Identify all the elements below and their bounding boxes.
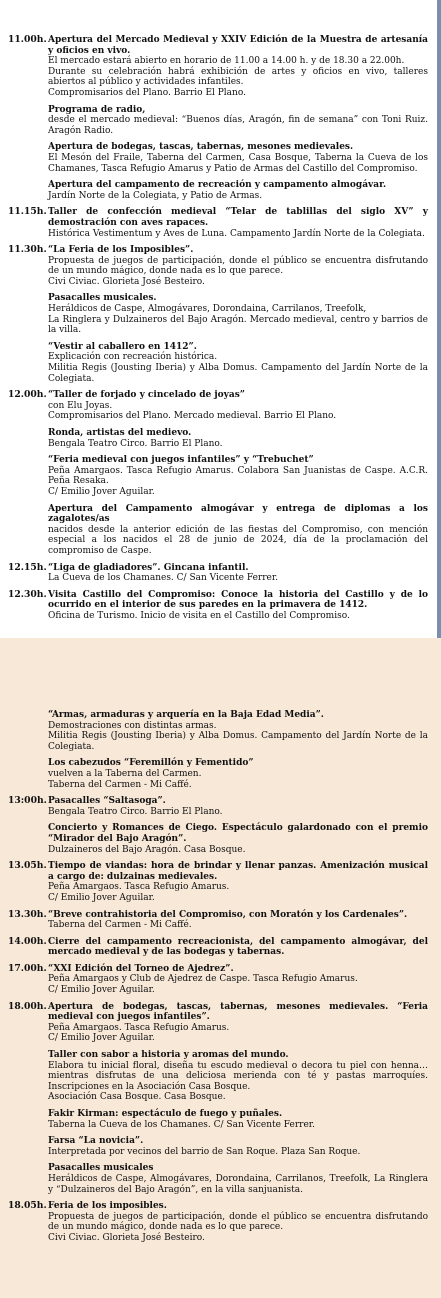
- entry-body: [48, 590, 428, 622]
- schedule-entry: [8, 207, 428, 239]
- entry-time: [8, 105, 48, 137]
- entry-time: 11.15h.: [8, 206, 47, 218]
- entry-line: C/ Emilio Jover Aguilar.: [48, 985, 155, 996]
- entry-body: [48, 390, 428, 422]
- entry-time: [8, 710, 48, 752]
- entry-time: [8, 758, 48, 790]
- entry-line: Histórica Vestimentum y Aves de Luna. Campamento Jardín Norte de la Colegiata.: [48, 228, 425, 239]
- entry-line: Compromisarios del Plano. Mercado medieval. Barrio El Plano.: [48, 411, 337, 422]
- entry-time: [8, 1109, 48, 1130]
- entry-title: “XXI Edición del Torneo de Ajedrez”.: [48, 963, 234, 974]
- entry-time: 12.00h.: [8, 389, 47, 401]
- entry-time: 12.30h.: [8, 588, 47, 600]
- entry-title: Pasacalles musicales: [48, 1163, 154, 1174]
- entry-line: La Ringlera y Dulzaineros del Bajo Aragón. Mercado medieval, centro y barrios de la villa.: [48, 314, 428, 336]
- entry-title: Pasacalles musicales.: [48, 293, 157, 304]
- entry-body: [48, 796, 428, 817]
- schedule-entry: [8, 180, 428, 201]
- schedule-entry: [8, 105, 428, 137]
- entry-title: Visita Castillo del Compromiso: Conoce la historia del Castillo y de lo ocurrido en el interior de sus paredes en la primavera de 1412.: [48, 589, 428, 611]
- entry-line: La Cueva de los Chamanes. C/ San Vicente Ferrer.: [48, 573, 278, 584]
- entry-time: [8, 142, 48, 174]
- entry-body: [48, 1109, 428, 1130]
- entry-title: Concierto y Romances de Ciego. Espectáculo galardonado con el premio “Mirador del Bajo Aragón”.: [48, 823, 428, 844]
- entry-line: C/ Emilio Jover Aguilar.: [48, 1033, 155, 1044]
- schedule-entry: [8, 390, 428, 422]
- entry-body: [48, 207, 428, 239]
- entry-line: El mercado estará abierto en horario de 11.00 a 14.00 h. y de 18.30 a 22.00h.: [48, 56, 405, 67]
- schedule-entry: [8, 342, 428, 384]
- schedule-entry: [8, 428, 428, 449]
- entry-time: 12.15h.: [8, 561, 47, 573]
- schedule-entry: [8, 590, 428, 622]
- entry-time: [8, 823, 48, 855]
- entry-title: “Vestir al caballero en 1412”.: [48, 341, 197, 352]
- schedule-entry: [8, 293, 428, 335]
- entry-time: [8, 1050, 48, 1103]
- entry-time: [8, 504, 48, 557]
- entry-body: [48, 504, 428, 557]
- entry-line: Peña Amargaos. Tasca Refugio Amarus.: [48, 1022, 230, 1033]
- entry-line: Militia Regis (Jousting Iberia) y Alba Domus. Campamento del Jardín Norte de la Colegiata.: [48, 731, 428, 752]
- entry-line: vuelven a la Taberna del Carmen.: [48, 768, 202, 779]
- schedule-entry: [8, 142, 428, 174]
- entry-title: Apertura de bodegas, tascas, tabernas, mesones medievales. “Feria medieval con juegos infantiles”.: [48, 1001, 428, 1023]
- entry-title: Farsa “La novicia”.: [48, 1136, 144, 1147]
- entry-body: [48, 1002, 428, 1044]
- schedule-entry: [8, 861, 428, 903]
- entry-time: 13.30h.: [8, 908, 47, 920]
- entry-body: [48, 142, 428, 174]
- entry-line: Elabora tu inicial floral, diseña tu escudo medieval o decora tu piel con henna… mientras disfrutas de una deliciosa merienda con té y pastas marroquíes. Inscripciones en la Asociación Casa Bosque.: [48, 1060, 428, 1092]
- entry-line: Durante su celebración habrá exhibición de artes y oficios en vivo, talleres abiertos al público y actividades infantiles.: [48, 66, 428, 88]
- schedule-entry: [8, 796, 428, 817]
- entry-body: [48, 823, 428, 855]
- entry-time: 13.05h.: [8, 860, 47, 872]
- entry-title: Apertura del Mercado Medieval y XXIV Edición de la Muestra de artesanía y oficios en vivo.: [48, 35, 428, 56]
- entry-line: Taberna del Carmen - Mi Caffé.: [48, 779, 192, 790]
- entry-line: Demostraciones con distintas armas.: [48, 720, 217, 731]
- entry-line: Civi Civiac. Glorieta José Besteiro.: [48, 1232, 205, 1243]
- entry-title: “Breve contrahistoria del Compromiso, con Moratón y los Cardenales”.: [48, 909, 408, 920]
- entry-body: [48, 861, 428, 903]
- entry-title: “La Feria de los Imposibles”.: [48, 245, 194, 256]
- entry-line: Compromisarios del Plano. Barrio El Plano.: [48, 87, 246, 98]
- entry-line: nacidos desde la anterior edición de las fiestas del Compromiso, con mención especial a los nacidos el 28 de junio de 2024, día de la proclamación del compromiso de Caspe.: [48, 524, 428, 556]
- entry-line: Dulzaineros del Bajo Aragón. Casa Bosque.: [48, 844, 246, 855]
- schedule-entry: [8, 710, 428, 752]
- entry-time: [8, 455, 48, 497]
- schedule-entry: [8, 1163, 428, 1195]
- entry-time: 11.00h.: [8, 34, 47, 45]
- schedule-top: [8, 35, 428, 628]
- entry-title: Fakir Kirman: espectáculo de fuego y puñales.: [48, 1109, 283, 1119]
- entry-line: Heráldicos de Caspe, Almogávares, Dorondaina, Carrilanos, Treefolk, La Ringlera y “Dulzaineros del Bajo Aragón”, en la villa sanjuanista.: [48, 1173, 428, 1195]
- entry-line: Peña Amargaos y Club de Ajedrez de Caspe. Tasca Refugio Amarus.: [48, 974, 358, 985]
- entry-time: [8, 428, 48, 449]
- entry-line: Taberna del Carmen - Mi Caffé.: [48, 920, 192, 931]
- entry-title: “Armas, armaduras y arquería en la Baja Edad Media”.: [48, 710, 324, 720]
- entry-body: [48, 1201, 428, 1243]
- schedule-entry: [8, 1002, 428, 1044]
- entry-body: [48, 342, 428, 384]
- schedule-entry: [8, 1050, 428, 1103]
- entry-time: 14.00h.: [8, 935, 47, 947]
- entry-body: [48, 105, 428, 137]
- schedule-entry: [8, 758, 428, 790]
- entry-line: Jardín Norte de la Colegiata, y Patio de Armas.: [48, 190, 263, 201]
- entry-line: Asociación Casa Bosque. Casa Bosque.: [48, 1092, 226, 1103]
- entry-line: C/ Emilio Jover Aguilar.: [48, 486, 155, 497]
- entry-time: 13:00h.: [8, 795, 47, 807]
- schedule-entry: [8, 504, 428, 557]
- schedule-entry: [8, 35, 428, 99]
- entry-line: Oficina de Turismo. Inicio de visita en el Castillo del Compromiso.: [48, 610, 350, 621]
- entry-title: Pasacalles “Saltasoga”.: [48, 796, 166, 807]
- entry-title: Programa de radio,: [48, 104, 146, 115]
- entry-title: Cierre del campamento recreacionista, del campamento almogávar, del mercado medieval y de las bodegas y tabernas.: [48, 936, 428, 958]
- entry-line: El Mesón del Fraile, Taberna del Carmen, Casa Bosque, Taberna la Cueva de los Chamanes, Tasca Refugio Amarus y Patio de Armas del Castillo del Compromiso.: [48, 152, 428, 174]
- entry-line: desde el mercado medieval: “Buenos días, Aragón, fin de semana” con Toni Ruiz. Aragón Radio.: [48, 115, 428, 136]
- entry-body: [48, 710, 428, 752]
- schedule-entry: [8, 1201, 428, 1243]
- schedule-entry: [8, 823, 428, 855]
- entry-line: Heráldicos de Caspe, Almogávares, Dorondaina, Carrilanos, Treefolk,: [48, 304, 367, 315]
- entry-title: Apertura del campamento de recreación y campamento almogávar.: [48, 180, 387, 191]
- entry-line: Propuesta de juegos de participación, donde el público se encuentra disfrutando de un mundo mágico, donde nada es lo que parece.: [48, 255, 428, 277]
- entry-body: [48, 964, 428, 996]
- page-edge: [437, 0, 441, 640]
- entry-title: Taller con sabor a historia y aromas del mundo.: [48, 1050, 289, 1061]
- entry-line: Explicación con recreación histórica.: [48, 352, 218, 363]
- entry-body: [48, 428, 428, 449]
- schedule-entry: [8, 964, 428, 996]
- entry-time: [8, 1136, 48, 1157]
- entry-title: Los cabezudos “Feremillón y Fementido”: [48, 758, 254, 769]
- entry-title: Feria de los imposibles.: [48, 1201, 167, 1212]
- entry-body: [48, 563, 428, 584]
- entry-title: “Liga de gladiadores”. Gincana infantil.: [48, 562, 249, 573]
- entry-body: [48, 1163, 428, 1195]
- entry-body: [48, 1136, 428, 1157]
- entry-body: [48, 937, 428, 958]
- entry-title: Tiempo de viandas: hora de brindar y llenar panzas. Amenización musical a cargo de: dulzainas medievales.: [48, 861, 428, 882]
- schedule-entry: [8, 937, 428, 958]
- entry-body: [48, 910, 428, 931]
- entry-title: Apertura del Campamento almogávar y entrega de diplomas a los zagalotes/as: [48, 503, 428, 525]
- entry-line: Propuesta de juegos de participación, donde el público se encuentra disfrutando de un mundo mágico, donde nada es lo que parece.: [48, 1211, 428, 1233]
- entry-line: Bengala Teatro Circo. Barrio El Plano.: [48, 438, 223, 449]
- entry-body: [48, 455, 428, 497]
- entry-line: con Elu Joyas.: [48, 400, 113, 411]
- entry-time: 17.00h.: [8, 962, 47, 974]
- entry-title: “Feria medieval con juegos infantiles” y “Trebuchet”: [48, 455, 314, 466]
- entry-line: Militia Regis (Jousting Iberia) y Alba Domus. Campamento del Jardín Norte de la Colegiata.: [48, 363, 428, 384]
- entry-line: Civi Civiac. Glorieta José Besteiro.: [48, 276, 205, 287]
- entry-body: [48, 1050, 428, 1103]
- entry-title: Taller de confección medieval “Telar de tablillas del siglo XV” y demostración con aves rapaces.: [48, 207, 428, 228]
- entry-title: Ronda, artistas del medievo.: [48, 428, 192, 438]
- entry-body: [48, 180, 428, 201]
- schedule-entry: [8, 563, 428, 584]
- entry-time: [8, 342, 48, 384]
- entry-time: [8, 1163, 48, 1195]
- entry-title: “Taller de forjado y cincelado de joyas”: [48, 390, 245, 401]
- entry-line: Bengala Teatro Circo. Barrio El Plano.: [48, 806, 223, 817]
- entry-line: Taberna la Cueva de los Chamanes. C/ San Vicente Ferrer.: [48, 1119, 315, 1130]
- entry-title: Apertura de bodegas, tascas, tabernas, mesones medievales.: [48, 142, 354, 153]
- entry-time: 18.05h.: [8, 1200, 47, 1212]
- entry-line: Interpretada por vecinos del barrio de San Roque. Plaza San Roque.: [48, 1146, 361, 1157]
- entry-time: 11.30h.: [8, 244, 47, 256]
- schedule-entry: [8, 245, 428, 287]
- schedule-entry: [8, 1109, 428, 1130]
- entry-body: [48, 758, 428, 790]
- schedule-bottom: [8, 710, 428, 1250]
- entry-time: [8, 293, 48, 335]
- entry-body: [48, 35, 428, 99]
- entry-body: [48, 293, 428, 335]
- entry-line: C/ Emilio Jover Aguilar.: [48, 892, 155, 903]
- schedule-entry: [8, 1136, 428, 1157]
- entry-line: Peña Amargaos. Tasca Refugio Amarus.: [48, 882, 230, 893]
- entry-line: Peña Amargaos. Tasca Refugio Amarus. Colabora San Juanistas de Caspe. A.C.R. Peña Resaka.: [48, 465, 428, 487]
- entry-time: 18.00h.: [8, 1000, 47, 1012]
- entry-time: [8, 180, 48, 201]
- entry-body: [48, 245, 428, 287]
- schedule-entry: [8, 910, 428, 931]
- schedule-entry: [8, 455, 428, 497]
